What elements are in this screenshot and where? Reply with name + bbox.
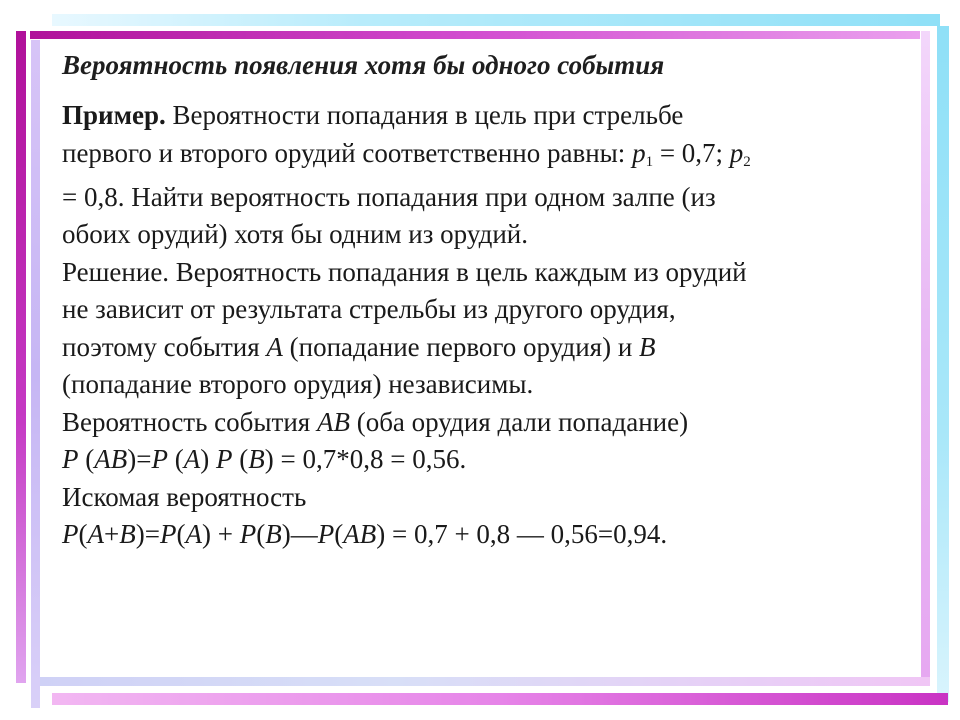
formula-union: P(A+B)=P(A) + P(B)—P(AB) = 0,7 + 0,8 — 0,56=0,94. (62, 519, 668, 549)
event-b: B (639, 331, 656, 362)
p2-subscript: 2 (743, 153, 751, 170)
solution-text-5a: Вероятность события (62, 406, 317, 437)
example-label: Пример. (62, 100, 166, 130)
example-line-3: = 0,8. Найти вероятность попадания при одном залпе (из (62, 181, 716, 212)
event-a: A (266, 331, 283, 362)
solution-line-4: (попадание второго орудия) независимы. (62, 369, 534, 399)
solution-text-3a: поэтому события (62, 331, 267, 362)
example-line-1 (62, 97, 902, 135)
example-line-2 (62, 135, 902, 179)
slide-title: Вероятность появления хотя бы одного события (62, 50, 665, 80)
formula-product: P (AB)=P (A) P (B) = 0,7*0,8 = 0,56. (62, 444, 467, 474)
right-lilac-frame-bar (921, 31, 930, 677)
solution-line-3 (62, 329, 902, 367)
bottom-lilac-frame-bar (40, 677, 930, 686)
p2-symbol: p (729, 137, 744, 168)
slide-body (62, 97, 902, 554)
solution-text-3b: (попадание первого орудия) и (282, 331, 640, 362)
p1-subscript: 1 (645, 153, 654, 170)
p1-symbol: p (632, 137, 646, 168)
left-magenta-frame-bar (16, 31, 26, 683)
example-text-1: Вероятности попадания в цель при стрельбе (165, 100, 684, 130)
solution-line-2: не зависит от результата стрельбы из другого орудия, (62, 294, 676, 324)
event-ab: AB (316, 406, 350, 437)
example-text-2: первого и второго орудий соответственно равны: (62, 137, 633, 168)
left-lilac-frame-bar (31, 40, 40, 708)
solution-line-1: Решение. Вероятность попадания в цель каждым из орудий (62, 256, 747, 287)
bottom-magenta-frame-bar (52, 693, 948, 705)
p1-value: = 0,7; (653, 137, 730, 168)
top-magenta-frame-bar (30, 31, 920, 39)
example-line-4: обоих орудий) хотя бы одним из орудий. (62, 219, 529, 249)
solution-line-5 (62, 404, 902, 442)
solution-text-5b: (оба орудия дали попадание) (349, 406, 689, 437)
right-cyan-frame-bar (937, 26, 949, 702)
solution-line-7: Искомая вероятность (62, 481, 307, 512)
top-cyan-frame-bar (52, 14, 940, 26)
